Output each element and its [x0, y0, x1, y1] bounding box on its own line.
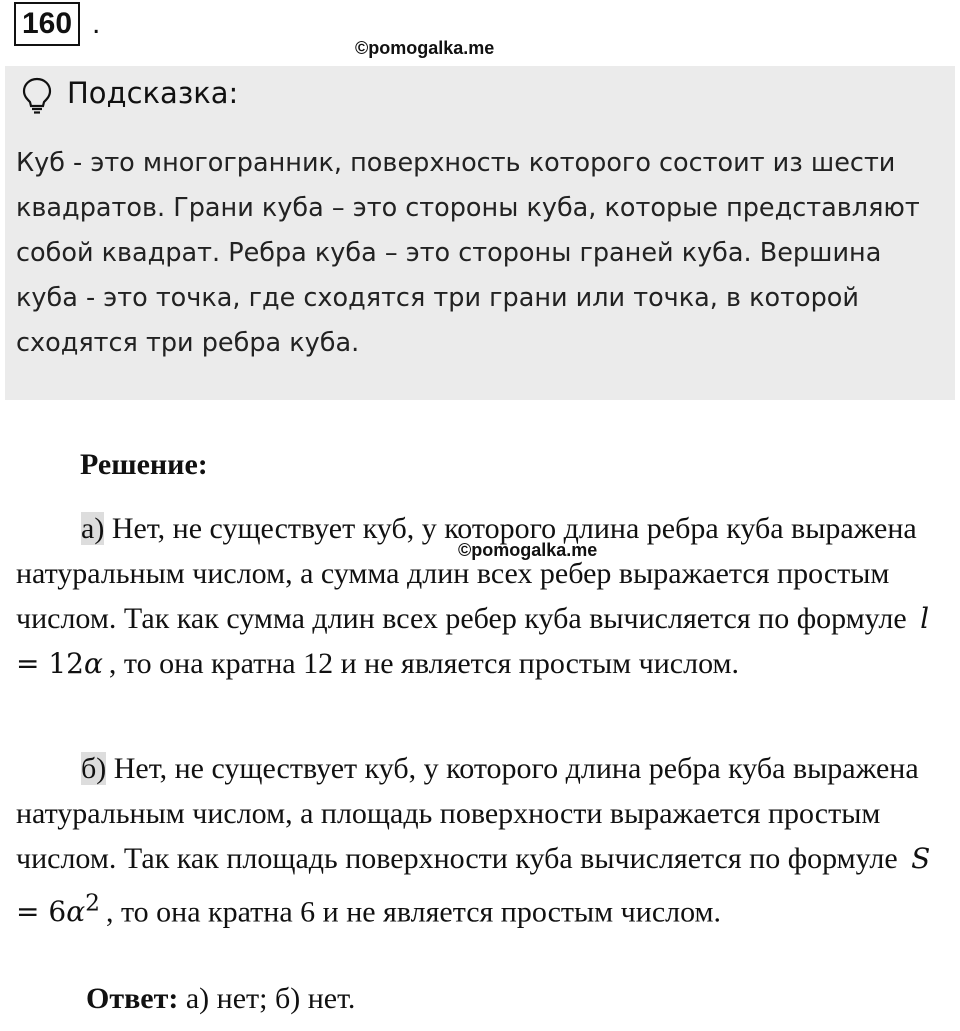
part-b-text-after: , то она кратна 6 и не является простым числом.	[105, 895, 722, 929]
part-b-label: б)	[81, 752, 107, 785]
watermark-top: ©pomogalka.me	[355, 38, 495, 58]
solution-title: Решение:	[80, 448, 208, 481]
hint-title: Подсказка:	[67, 76, 239, 110]
formula-a-rest: = 12	[16, 647, 84, 680]
part-a-label: а)	[81, 512, 105, 545]
lightbulb-icon	[21, 76, 53, 119]
formula-b-var: S	[911, 842, 931, 875]
formula-a-greek: α	[84, 647, 103, 680]
part-b-text-before: Нет, не существует куб, у которого длина ребра куба выражена натуральным числом, а площадь поверхности выражается простым числом. Так как площадь поверхности куба вычисляется по формуле	[16, 752, 919, 875]
answer-line	[86, 982, 355, 1016]
formula-a-var: l	[920, 602, 930, 635]
solution-part-a	[16, 506, 946, 686]
watermark-middle: ©pomogalka.me	[458, 540, 598, 560]
hint-box	[5, 66, 955, 400]
problem-number: 160	[14, 2, 80, 46]
hint-text: Куб - это многогранник, поверхность которого состоит из шести квадратов. Грани куба – это стороны куба, которые представляют собой квадрат. Ребра куба – это стороны граней куба. Вершина куба - это точка, где сходятся три грани или точка, в которой сходятся три ребра куба.	[16, 148, 920, 358]
part-a-text-before: Нет, не существует куб, у которого длина ребра куба выражена натуральным числом, а сумма длин всех ребер выражается простым числом. Так как сумма длин всех ребер куба вычисляется по формуле	[16, 512, 917, 635]
part-a-text-after: , то она кратна 12 и не является простым числом.	[108, 647, 739, 680]
answer-label: Ответ:	[86, 982, 179, 1015]
solution-part-b	[16, 746, 946, 934]
answer-text: а) нет; б) нет.	[178, 982, 356, 1015]
problem-number-dot: .	[92, 7, 101, 40]
formula-b-exp: 2	[85, 889, 100, 917]
formula-b-greek: α	[66, 895, 86, 929]
formula-b-rest: = 6	[16, 895, 67, 929]
